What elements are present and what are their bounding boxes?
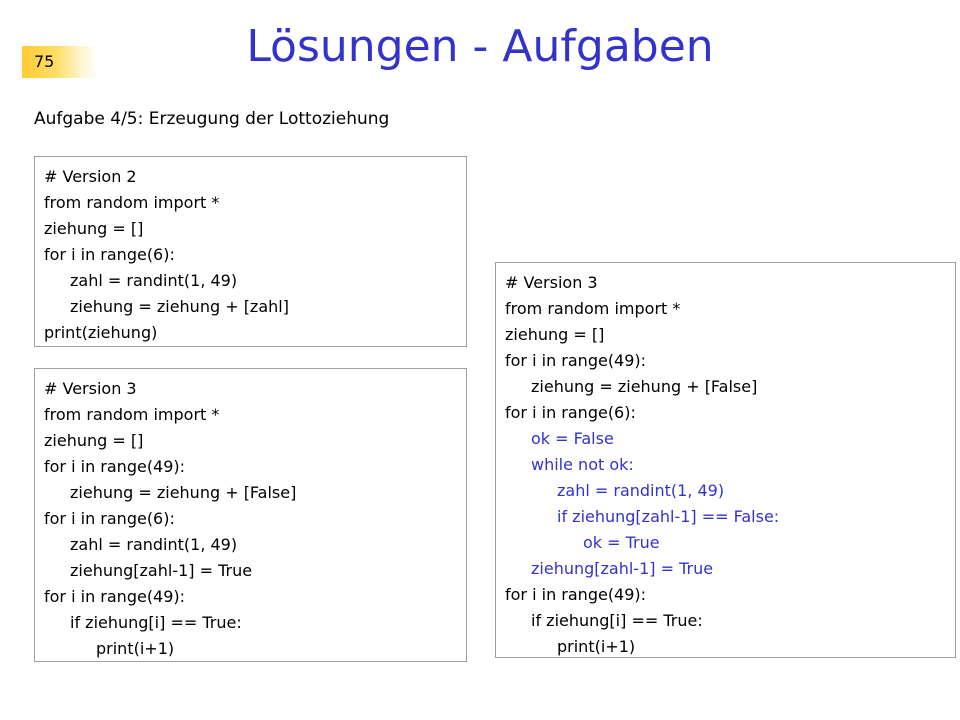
code-box-version-2 — [34, 156, 467, 347]
code-line: print(i+1) — [557, 637, 636, 656]
code-box-version-3-right — [495, 262, 956, 658]
code-line: # Version 3 — [44, 379, 137, 398]
code-line: for i in range(49): — [44, 587, 186, 606]
code-line: for i in range(49): — [505, 585, 647, 604]
code-line: zahl = randint(1, 49) — [70, 271, 238, 290]
code-line-highlighted: if ziehung[zahl-1] == False: — [557, 507, 780, 526]
code-line: zahl = randint(1, 49) — [70, 535, 238, 554]
code-line: ziehung = ziehung + [False] — [70, 483, 297, 502]
slide-number: 75 — [34, 52, 55, 71]
code-line: from random import * — [44, 405, 220, 424]
code-line: ziehung = ziehung + [zahl] — [70, 297, 289, 316]
code-line: for i in range(49): — [44, 457, 186, 476]
code-line: for i in range(6): — [44, 245, 175, 264]
code-line: print(ziehung) — [44, 323, 158, 342]
code-line: ziehung = ziehung + [False] — [531, 377, 758, 396]
code-line: if ziehung[i] == True: — [70, 613, 242, 632]
code-line: ziehung = [] — [44, 219, 144, 238]
code-line: from random import * — [505, 299, 681, 318]
code-line: print(i+1) — [96, 639, 175, 658]
code-line-highlighted: ziehung[zahl-1] = True — [531, 559, 714, 578]
code-line: # Version 3 — [505, 273, 598, 292]
code-line: ziehung = [] — [505, 325, 605, 344]
slide-title: Lösungen - Aufgaben — [246, 21, 714, 72]
code-box-version-3-left — [34, 368, 467, 662]
code-line-highlighted: zahl = randint(1, 49) — [557, 481, 725, 500]
code-line: from random import * — [44, 193, 220, 212]
code-line: # Version 2 — [44, 167, 137, 186]
code-line: ziehung[zahl-1] = True — [70, 561, 253, 580]
code-line-highlighted: ok = False — [531, 429, 614, 448]
code-line: for i in range(6): — [505, 403, 636, 422]
code-line-highlighted: ok = True — [583, 533, 660, 552]
code-line: for i in range(49): — [505, 351, 647, 370]
code-line-highlighted: while not ok: — [531, 455, 634, 474]
code-line: ziehung = [] — [44, 431, 144, 450]
code-line: for i in range(6): — [44, 509, 175, 528]
code-line: if ziehung[i] == True: — [531, 611, 703, 630]
subtitle: Aufgabe 4/5: Erzeugung der Lottoziehung — [34, 109, 390, 129]
